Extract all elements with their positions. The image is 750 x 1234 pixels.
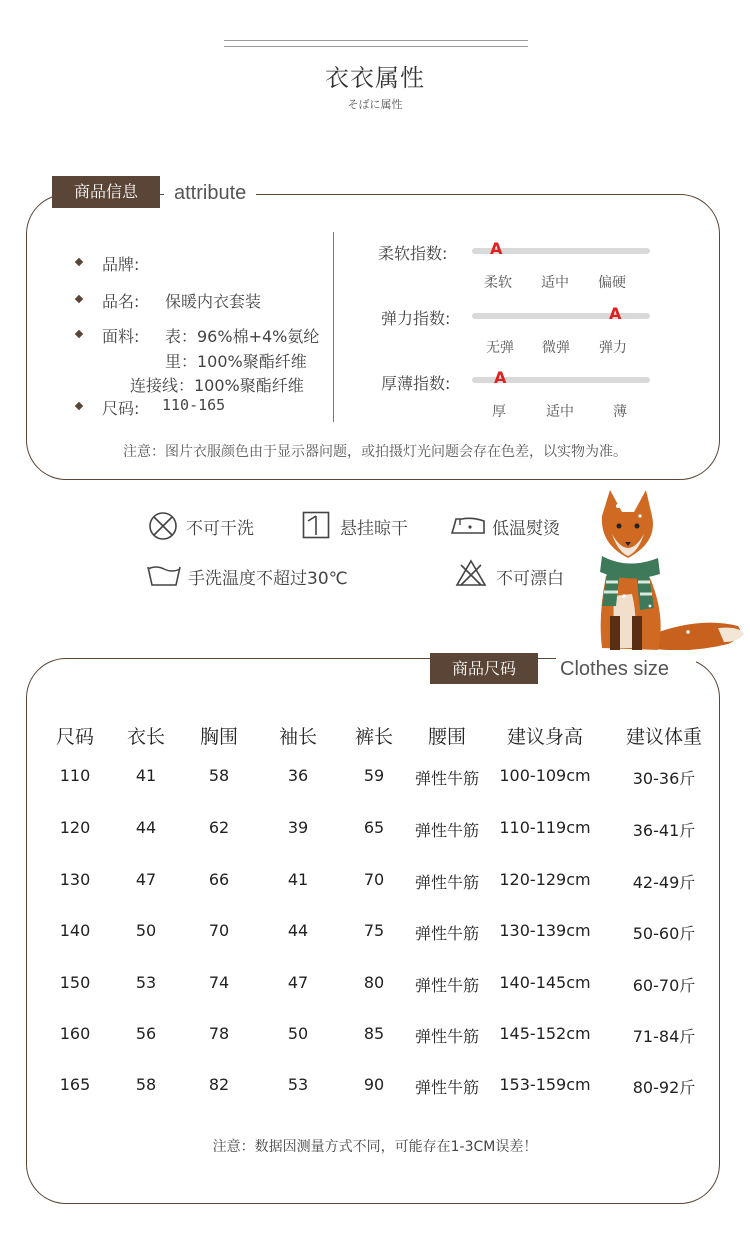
size-table-cell: 80-92斤 [632, 1078, 696, 1097]
scale-option: 适中 [546, 404, 574, 420]
size-table-header: 裤长 [354, 726, 393, 748]
size-table-cell: 36 [287, 766, 309, 785]
care-label-no-bleach: 不可漂白 [496, 569, 564, 589]
low-iron-icon [450, 513, 486, 537]
size-table-header: 袖长 [278, 726, 317, 748]
size-table-cell: 120 [59, 818, 91, 837]
size-tag: 商品尺码 [430, 653, 538, 684]
attribute-tag: 商品信息 [52, 176, 160, 208]
scale-option: 适中 [541, 275, 569, 291]
size-table-cell: 75 [363, 921, 385, 940]
scale-option: 薄 [613, 404, 627, 420]
header-line-bottom [224, 46, 528, 47]
size-table-cell: 36-41斤 [632, 821, 696, 840]
size-table-header: 衣长 [126, 726, 165, 748]
size-table-cell: 58 [135, 1075, 157, 1094]
size-table-cell: 弹性牛筋 [414, 924, 479, 943]
scale-option: 柔软 [484, 275, 512, 291]
name-label: 品名: [102, 292, 140, 311]
size-table-cell: 41 [135, 766, 157, 785]
fabric-label: 面料: [102, 327, 140, 346]
size-table-cell: 78 [208, 1024, 230, 1043]
size-table-header: 建议身高 [506, 726, 583, 748]
size-table-cell: 153-159cm [499, 1075, 591, 1094]
scale-marker-softness: A [490, 239, 503, 258]
no-bleach-icon [455, 559, 487, 587]
size-table-cell: 弹性牛筋 [414, 821, 479, 840]
size-table-cell: 130 [59, 870, 91, 889]
care-label-low-iron: 低温熨烫 [492, 519, 560, 539]
color-note: 注意：图片衣服颜色由于显示器问题，或拍摄灯光问题会存在色差，以实物为准。 [123, 444, 627, 460]
hang-dry-icon [302, 511, 330, 539]
size-table-cell: 53 [135, 973, 157, 992]
size-table-cell: 110-119cm [499, 818, 591, 837]
size-table-cell: 41 [287, 870, 309, 889]
size-table-cell: 60-70斤 [632, 976, 696, 995]
size-tag-en: Clothes size [560, 658, 669, 680]
size-table-cell: 56 [135, 1024, 157, 1043]
size-table-cell: 85 [363, 1024, 385, 1043]
size-value: 110-165 [162, 396, 226, 414]
scale-track-elasticity [472, 313, 650, 319]
scale-label-elasticity: 弹力指数: [381, 309, 451, 328]
size-table-cell: 弹性牛筋 [414, 1078, 479, 1097]
scale-option: 无弹 [486, 340, 514, 356]
size-table-cell: 140 [59, 921, 91, 940]
care-label-hand-wash: 手洗温度不超过30℃ [188, 569, 348, 589]
attribute-tag-en: attribute [164, 182, 256, 205]
page-title: 衣衣属性 [325, 64, 425, 92]
measure-note: 注意：数据因测量方式不同，可能存在1-3CM误差！ [212, 1139, 538, 1155]
size-table-cell: 47 [287, 973, 309, 992]
size-table-cell: 160 [59, 1024, 91, 1043]
size-table-cell: 62 [208, 818, 230, 837]
size-table-cell: 70 [363, 870, 385, 889]
size-table-cell: 53 [287, 1075, 309, 1094]
size-table-cell: 39 [287, 818, 309, 837]
scale-option: 厚 [492, 404, 506, 420]
header-line-top [224, 40, 528, 41]
size-table-cell: 80 [363, 973, 385, 992]
size-table-cell: 165 [59, 1075, 91, 1094]
size-table-header: 尺码 [55, 726, 94, 748]
size-table-header: 腰围 [427, 726, 466, 748]
size-table-cell: 弹性牛筋 [414, 873, 479, 892]
name-value: 保暖内衣套装 [165, 292, 262, 311]
size-table-cell: 50 [135, 921, 157, 940]
size-table-cell: 140-145cm [499, 973, 591, 992]
size-table-header: 建议体重 [625, 726, 702, 748]
scale-marker-elasticity: A [609, 304, 622, 323]
fabric-connect: 连接线：100%聚酯纤维 [130, 376, 304, 395]
size-table-cell: 50 [287, 1024, 309, 1043]
care-label-no-dryclean: 不可干洗 [186, 519, 254, 539]
scale-option: 偏硬 [598, 275, 626, 291]
brand-label: 品牌: [102, 255, 140, 274]
page-subtitle: そばに属性 [347, 98, 403, 111]
size-table-cell: 44 [135, 818, 157, 837]
size-table-cell: 30-36斤 [632, 769, 696, 788]
size-table-cell: 145-152cm [499, 1024, 591, 1043]
size-table-cell: 70 [208, 921, 230, 940]
size-table-cell: 66 [208, 870, 230, 889]
size-label: 尺码: [102, 399, 140, 418]
size-table-cell: 47 [135, 870, 157, 889]
scale-label-softness: 柔软指数: [378, 244, 448, 263]
care-label-hang-dry: 悬挂晾干 [340, 519, 408, 539]
size-table-cell: 110 [59, 766, 91, 785]
fabric-outer: 表：96%棉+4%氨纶 [165, 327, 320, 346]
size-table-cell: 130-139cm [499, 921, 591, 940]
size-table-cell: 44 [287, 921, 309, 940]
size-table-cell: 弹性牛筋 [414, 976, 479, 995]
size-table-cell: 42-49斤 [632, 873, 696, 892]
size-table-header: 胸围 [199, 726, 238, 748]
scale-label-thickness: 厚薄指数: [381, 374, 451, 393]
size-table-cell: 58 [208, 766, 230, 785]
size-table-cell: 82 [208, 1075, 230, 1094]
size-table-cell: 74 [208, 973, 230, 992]
scale-option: 微弹 [542, 340, 570, 356]
scale-marker-thickness: A [494, 368, 507, 387]
size-table-cell: 90 [363, 1075, 385, 1094]
size-table-cell: 弹性牛筋 [414, 769, 479, 788]
size-table-cell: 弹性牛筋 [414, 1027, 479, 1046]
size-table-cell: 65 [363, 818, 385, 837]
size-table-cell: 150 [59, 973, 91, 992]
size-table-cell: 50-60斤 [632, 924, 696, 943]
size-table-cell: 100-109cm [499, 766, 591, 785]
size-table-cell: 71-84斤 [632, 1027, 696, 1046]
size-table-cell: 120-129cm [499, 870, 591, 889]
fox-illustration [588, 486, 748, 656]
fabric-inner: 里：100%聚酯纤维 [165, 352, 307, 371]
scale-option: 弹力 [599, 340, 627, 356]
size-table-cell: 59 [363, 766, 385, 785]
no-wash-icon [148, 511, 178, 541]
attribute-divider [333, 232, 334, 422]
hand-wash-icon [146, 563, 182, 587]
